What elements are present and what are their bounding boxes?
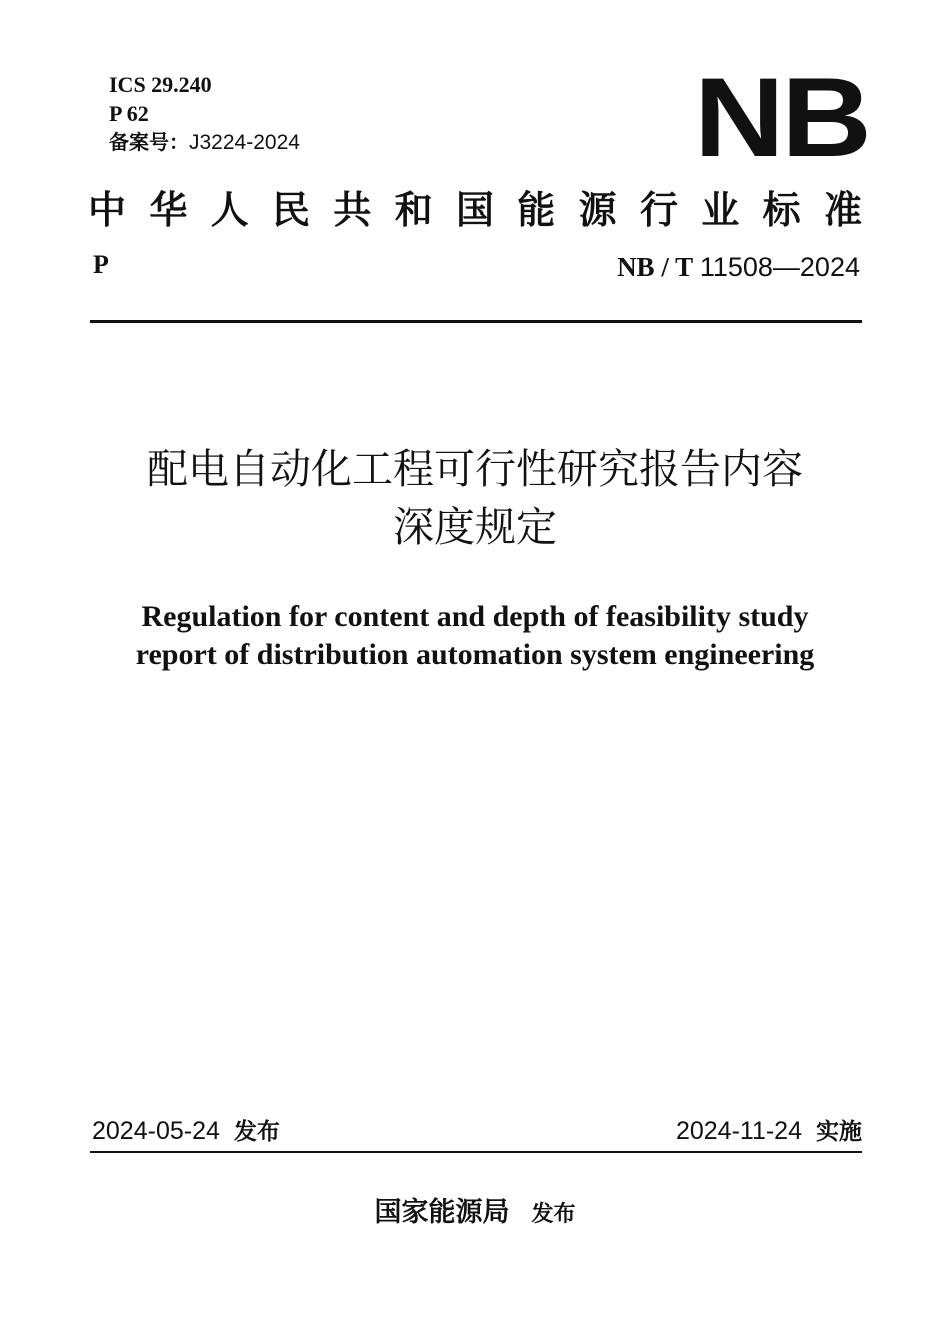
classification-letter: P xyxy=(93,250,109,279)
english-title-line-1: Regulation for content and depth of feasibility study xyxy=(141,600,809,633)
issuer-action: 发布 xyxy=(531,1202,576,1227)
category-char: 和 xyxy=(394,187,433,232)
dates-row xyxy=(92,1115,862,1148)
category-char: 国 xyxy=(455,187,494,232)
footer-divider xyxy=(90,1151,862,1153)
category-char: 源 xyxy=(578,187,617,232)
filing-number: J3224-2024 xyxy=(189,131,300,154)
category-char: 准 xyxy=(823,187,862,232)
category-char: 共 xyxy=(333,187,372,232)
issuer-name: 国家能源局 xyxy=(374,1197,510,1228)
standard-code: 11508—2024 xyxy=(699,252,860,282)
chinese-title-line-1: 配电自动化工程可行性研究报告内容 xyxy=(147,445,803,493)
category-char: 业 xyxy=(701,187,740,232)
category-char: 民 xyxy=(271,187,310,232)
english-title-line-2: report of distribution automation system engineering xyxy=(135,638,815,671)
implement-label: 实施 xyxy=(816,1119,862,1145)
category-char: 中 xyxy=(88,187,127,232)
standard-prefix: NB / T xyxy=(617,252,694,282)
chinese-title-line-2: 深度规定 xyxy=(393,503,557,551)
implement-date: 2024-11-24 xyxy=(675,1117,802,1145)
filing-label: 备案号： xyxy=(109,130,189,154)
ccs-code: P 62 xyxy=(109,101,149,126)
header-divider xyxy=(90,320,862,323)
english-title xyxy=(80,598,870,674)
classification-codes xyxy=(109,70,300,157)
standard-category xyxy=(88,186,862,234)
issuer xyxy=(0,1195,950,1235)
standard-number xyxy=(617,252,860,283)
category-char: 华 xyxy=(149,187,188,232)
category-char: 标 xyxy=(762,187,801,232)
chinese-title xyxy=(80,440,870,556)
issue-date: 2024-05-24 xyxy=(92,1117,220,1145)
implement-date-group xyxy=(676,1115,862,1148)
category-char: 能 xyxy=(517,187,556,232)
category-char: 行 xyxy=(639,187,678,232)
ics-code: ICS 29.240 xyxy=(109,72,212,97)
nb-logo: NB xyxy=(694,55,869,180)
issue-label: 发布 xyxy=(233,1119,280,1145)
issue-date-group xyxy=(92,1115,280,1148)
filing-record xyxy=(109,128,300,157)
category-char: 人 xyxy=(210,187,249,232)
